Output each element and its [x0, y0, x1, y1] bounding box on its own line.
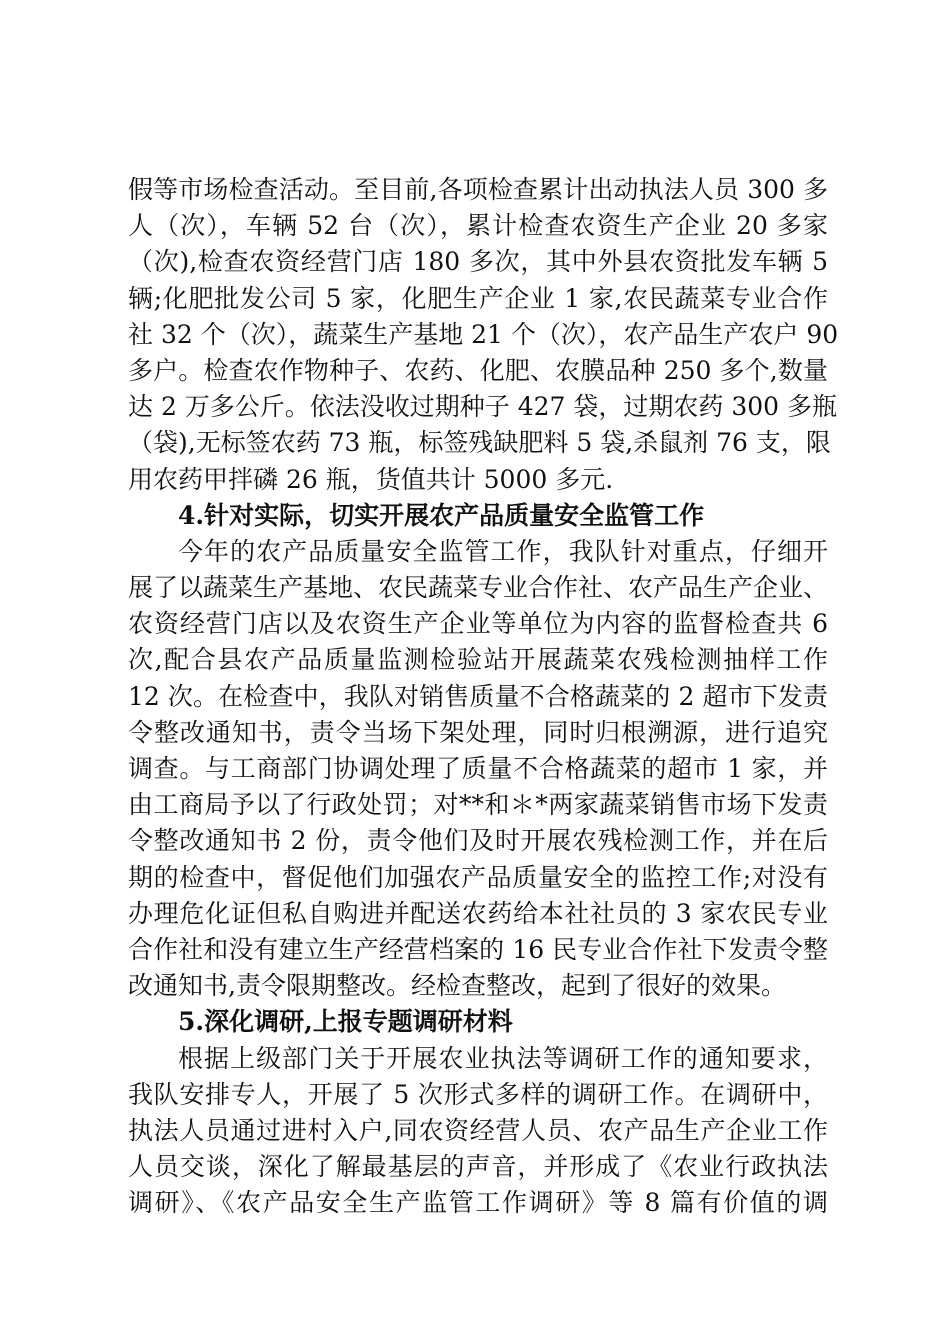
text-line: 农资经营门店以及农资生产企业等单位为内容的监督检查共 6 — [128, 609, 828, 639]
text-line: 次,配合县农产品质量监测检验站开展蔬菜农残检测抽样工作 — [128, 645, 828, 675]
section-heading-5: 5.深化调研,上报专题调研材料 — [178, 1007, 513, 1037]
paragraph-inspection-summary — [128, 172, 839, 498]
text-line: 人员交谈，深化了解最基层的声音，并形成了《农业行政执法 — [128, 1152, 828, 1182]
paragraph-research — [128, 1041, 828, 1222]
text-line: 调研》、《农产品安全生产监管工作调研》等 8 篇有价值的调 — [128, 1188, 828, 1218]
text-line: 用农药甲拌磷 26 瓶，货值共计 5000 多元. — [128, 464, 614, 494]
text-line: 由工商局予以了行政处罚；对**和＊*两家蔬菜销售市场下发责 — [128, 790, 828, 820]
text-line: 执法人员通过进村入户,同农资经营人员、农产品生产企业工作 — [128, 1115, 828, 1145]
text-line: 我队安排专人，开展了 5 次形式多样的调研工作。在调研中， — [128, 1079, 828, 1109]
text-line: 期的检查中，督促他们加强农产品质量安全的监控工作;对没有 — [128, 862, 828, 892]
text-line: （次),检查农资经营门店 180 多次，其中外县农资批发车辆 5 — [128, 247, 828, 277]
text-line: 12 次。在检查中，我队对销售质量不合格蔬菜的 2 超市下发责 — [128, 681, 828, 711]
text-line: 假等市场检查活动。至目前,各项检查累计出动执法人员 300 多 — [128, 175, 828, 204]
paragraph-quality-supervision — [128, 534, 828, 1004]
text-line: 多户。检查农作物种子、农药、化肥、农膜品种 250 多个,数量 — [128, 355, 828, 385]
text-line: 人（次），车辆 52 台（次），累计检查农资生产企业 20 多家 — [128, 211, 828, 241]
text-line: 达 2 万多公斤。依法没收过期种子 427 袋，过期农药 300 多瓶 — [128, 392, 838, 422]
text-line: （袋),无标签农药 73 瓶，标签残缺肥料 5 袋,杀鼠剂 76 支，限 — [128, 428, 831, 458]
text-line: 展了以蔬菜生产基地、农民蔬菜专业合作社、农产品生产企业、 — [128, 573, 829, 603]
text-line: 辆;化肥批发公司 5 家，化肥生产企业 1 家,农民蔬菜专业合作 — [128, 283, 828, 313]
text-line: 令整改通知书，责令当场下架处理，同时归根溯源，进行追究 — [128, 717, 828, 747]
text-line: 根据上级部门关于开展农业执法等调研工作的通知要求， — [178, 1043, 828, 1073]
text-line: 改通知书,责令限期整改。经检查整改，起到了很好的效果。 — [128, 971, 786, 1001]
text-line: 调查。与工商部门协调处理了质量不合格蔬菜的超市 1 家，并 — [128, 754, 828, 783]
section-heading-4: 4.针对实际，切实开展农产品质量安全监管工作 — [178, 500, 705, 530]
text-line: 令整改通知书 2 份，责令他们及时开展农残检测工作，并在后 — [128, 826, 828, 856]
text-line: 今年的农产品质量安全监管工作，我队针对重点，仔细开 — [178, 536, 828, 566]
text-line: 合作社和没有建立生产经营档案的 16 民专业合作社下发责令整 — [128, 934, 828, 964]
text-line: 办理危化证但私自购进并配送农药给本社社员的 3 家农民专业 — [128, 898, 828, 928]
text-line: 社 32 个（次），蔬菜生产基地 21 个（次），农产品生产农户 90 — [128, 319, 839, 349]
document-body — [128, 172, 839, 1221]
